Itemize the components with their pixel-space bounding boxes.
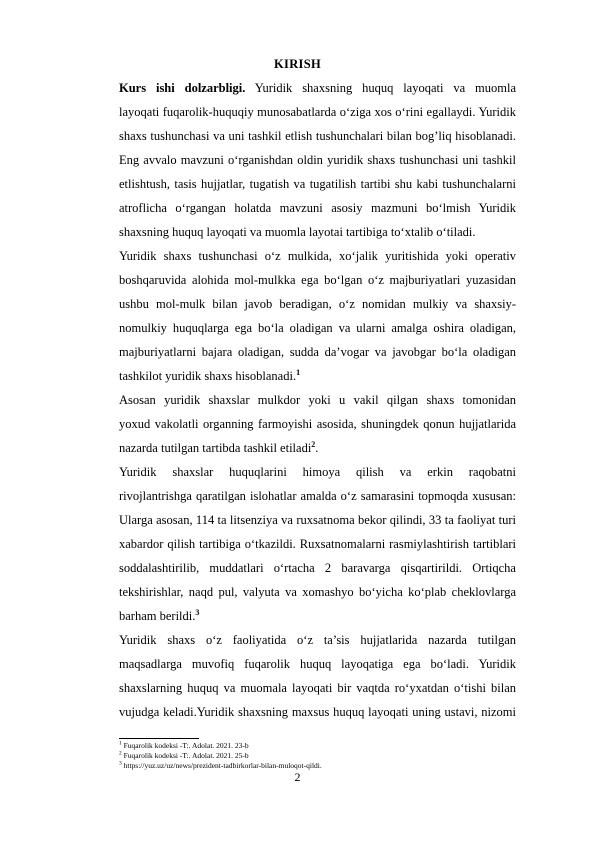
text-line: shaxslarning huquq va muomala layoqati bir vaqtda ro‘yxatdan o‘tishi bilan (119, 681, 516, 695)
text-line: Asosan yuridik shaxslar mulkdor yoki u vakil qilgan shaxs tomonidan (119, 393, 516, 407)
text-line: layoqati fuqarolik-huquqiy munosabatlarda o‘ziga xos o‘rini egallaydi. Yuridik (119, 105, 516, 119)
text-line: shaxs tushunchasi va uni tashkil etlish tushunchalari bilan bog’liq hisoblanadi. (119, 129, 516, 143)
paragraph-3 (119, 388, 516, 460)
text-line: majburiyatlarni bajara oladigan, sudda da’vogar va javobgar bo‘la oladigan (119, 345, 516, 359)
text-line: maqsadlarga muvofiq fuqarolik huquq layoqatiga ega bo‘ladi. Yuridik (119, 657, 516, 671)
text-line: rivojlantrishga qaratilgan islohatlar amalda o‘z samarasini topmoqda xususan: (119, 489, 516, 503)
footnote-2: $^2$ Fuqarolik kodeksi -T:. Adolat. 2021. 25-b (119, 750, 249, 760)
body-text (119, 76, 516, 724)
text-line: Ularga asosan, 114 ta litsenziya va ruxsatnoma bekor qilindi, 33 ta faoliyat turi (119, 513, 516, 527)
text-line: Kurs ishi dolzarbligi. Yuridik shaxsning huquq layoqati va muomla (119, 81, 516, 95)
text-line: tashkilot yuridik shaxs hisoblanadi.$^1$ (119, 367, 301, 383)
text-line: etlishtush, tasis hujjatlar, tugatish va tugatilish tartibi shu kabi tushunchalarni (119, 177, 516, 191)
footnote-3[interactable]: $^3$ https://yuz.uz/uz/news/prezident-tadbirkorlar-bilan-muloqot-qildi. (119, 760, 322, 770)
page-title: KIRISH (274, 57, 321, 71)
text-line: barham berildi.$^3$ (119, 607, 200, 623)
footnote-ref[interactable]: 2 (311, 439, 316, 449)
text-line: Yuridik shaxslar huquqlarini himoya qilish va erkin raqobatni (119, 465, 516, 479)
footnote-1: $^1$ Fuqarolik kodeksi -T:. Adolat. 2021. 23-b (119, 740, 249, 750)
text-line: shaxsning huquq layoqati va muomla layotai tartibiga to‘xtalib o‘tiladi. (119, 225, 476, 239)
paragraph-4 (119, 460, 516, 628)
paragraph-5 (119, 628, 516, 724)
text-line: vujudga keladi.Yuridik shaxsning maxsus huquq layoqati uning ustavi, nizomi (119, 705, 516, 719)
paragraph-2 (119, 244, 516, 388)
page-number: 2 (294, 770, 301, 784)
text-line: soddalashtirilib, muddatlari o‘rtacha 2 baravarga qisqartirildi. Ortiqcha (119, 561, 516, 575)
text-line: yoxud vakolatli organning farmoyishi asosida, shuningdek qonun hujjatlarida (119, 417, 516, 431)
text-line: ushbu mol-mulk bilan javob beradigan, o‘z nomidan mulkiy va shaxsiy- (119, 297, 516, 311)
text-line: Yuridik shaxs o‘z faoliyatida o‘z ta’sis hujjatlarida nazarda tutilgan (119, 633, 516, 647)
footnotes (119, 741, 516, 771)
text-line: nazarda tutilgan tartibda tashkil etiladi$^2$. (119, 439, 319, 455)
footnote-divider (119, 738, 199, 739)
footnote-ref[interactable]: 1 (296, 367, 301, 377)
text-line: nomulkiy huquqlarga ega bo‘la oladigan va ularni amalga oshira oladigan, (119, 321, 516, 335)
text-line: tekshirishlar, naqd pul, valyuta va xomashyo bo‘yicha ko‘plab cheklovlarga (119, 585, 516, 599)
paragraph-1 (119, 76, 516, 244)
text-line: Yuridik shaxs tushunchasi o‘z mulkida, xo‘jalik yuritishida yoki operativ (119, 249, 516, 263)
text-line: boshqaruvida alohida mol-mulkka ega bo‘lgan o‘z majburiyatlari yuzasidan (119, 273, 516, 287)
text-line: atroflicha o‘rgangan holatda mavzuni asosiy mazmuni bo‘lmish Yuridik (119, 201, 516, 215)
text-line: Eng avvalo mavzuni o‘rganishdan oldin yuridik shaxs tushunchasi uni tashkil (119, 153, 516, 167)
lead-phrase: Kurs ishi dolzarbligi. (119, 81, 246, 95)
text-line: xabardor qilish tartibiga o‘tkazildi. Ruxsatnomalarni rasmiylashtirish tartiblari (119, 537, 516, 551)
footnote-ref[interactable]: 3 (195, 607, 200, 617)
